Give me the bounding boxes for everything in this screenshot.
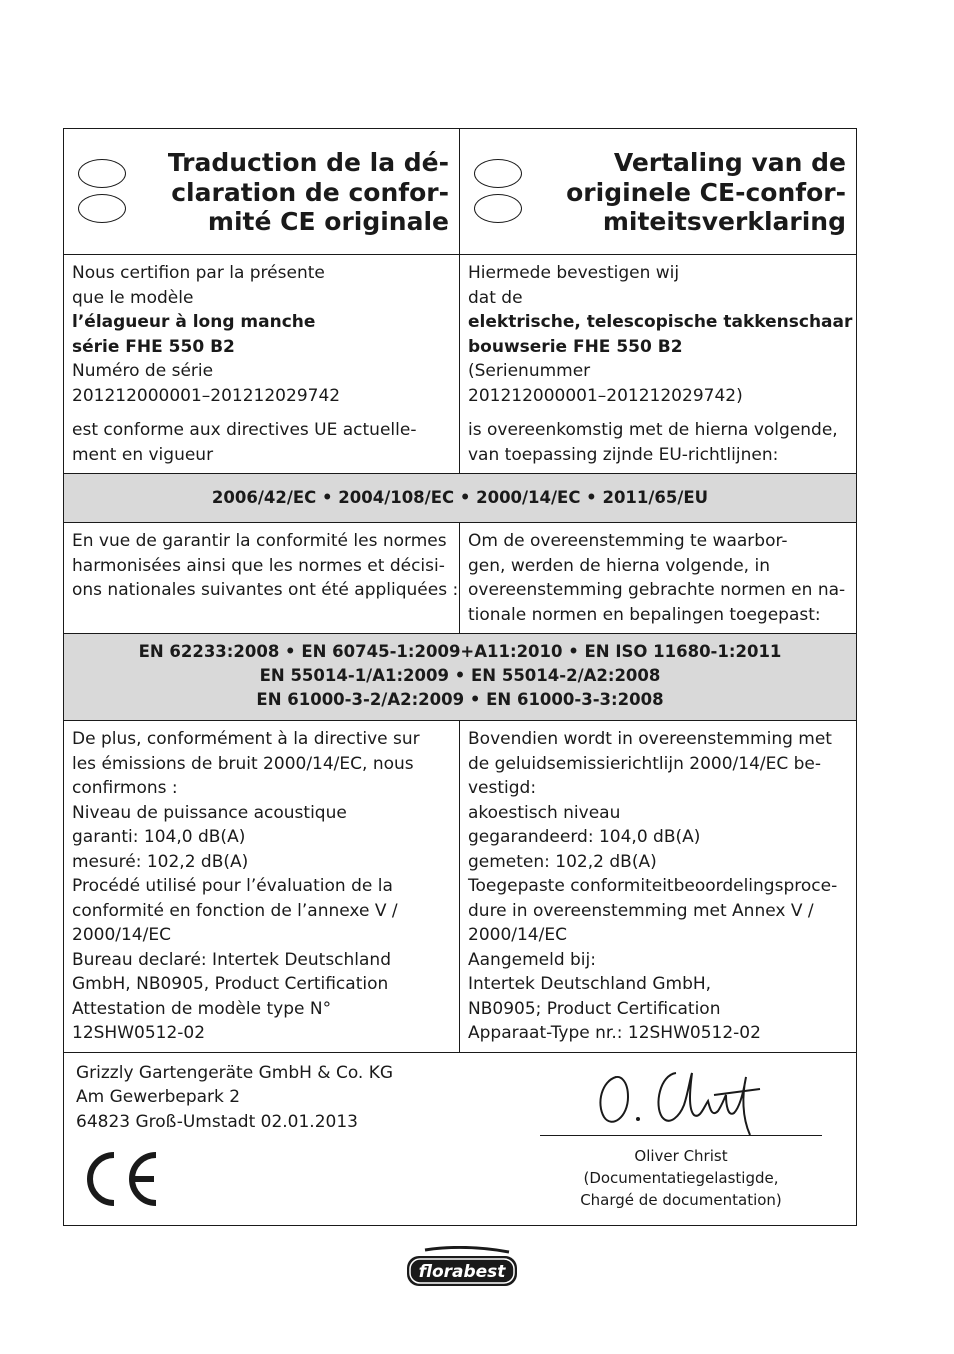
text-line: dure in overeenstemming met Annex V / xyxy=(468,900,814,921)
text-line: les émissions de bruit 2000/14/EC, nous xyxy=(72,753,414,774)
footer-row xyxy=(64,1053,856,1225)
standards-line: EN 62233:2008 • EN 60745-1:2009+A11:2010 • EN ISO 11680-1:2011 xyxy=(138,642,782,661)
signer-block xyxy=(540,1145,822,1211)
declaration-document xyxy=(63,128,857,1226)
standards-row xyxy=(64,634,856,721)
title-fr-line: mité CE originale xyxy=(207,207,449,236)
text-line: que le modèle xyxy=(72,287,194,308)
standards-list xyxy=(64,634,856,720)
signature-image xyxy=(584,1059,764,1143)
signer-name: Oliver Christ xyxy=(634,1146,728,1165)
text-line: Hiermede bevestigen wij xyxy=(468,263,680,283)
text-line: gen, werden de hierna volgende, in xyxy=(468,555,770,576)
text-line: tionale normen en bepalingen toegepast: xyxy=(468,604,821,625)
text-line: est conforme aux directives UE actuelle- xyxy=(72,420,417,440)
text-line: de geluidsemissierichtlijn 2000/14/EC be- xyxy=(468,753,822,774)
signer-role: Chargé de documentation) xyxy=(580,1190,782,1209)
serial-range: 201212000001–201212029742 xyxy=(72,385,341,406)
product-name: l’élagueur à long manche xyxy=(72,312,316,332)
text-line: is overeenkomstig met de hierna volgende, xyxy=(468,420,838,440)
text-line: 2000/14/EC xyxy=(468,925,567,945)
directives-row xyxy=(64,474,856,523)
header-row xyxy=(64,129,856,255)
text-line: Bovendien wordt in overeenstemming met xyxy=(468,729,832,749)
text-line: ment en vigueur xyxy=(72,444,214,465)
signature-line xyxy=(540,1135,822,1136)
text-line: ons nationales suivantes ont été appliquées : xyxy=(72,580,459,600)
norms-nl xyxy=(460,523,856,633)
text-line: Intertek Deutschland GmbH, xyxy=(468,974,712,994)
text-line: 2000/14/EC xyxy=(72,925,171,945)
flag-outline-icon xyxy=(474,159,522,229)
text-line: GmbH, NB0905, Product Certification xyxy=(72,974,389,994)
text-line: Om de overeenstemming te waarbor- xyxy=(468,531,788,551)
text-line: dat de xyxy=(468,287,523,308)
title-nl-line: Vertaling van de xyxy=(613,148,846,177)
address-line: 64823 Groß-Umstadt 02.01.2013 xyxy=(76,1111,358,1132)
florabest-logo xyxy=(405,1246,519,1292)
signer-role: (Documentatiegelastigde, xyxy=(583,1168,779,1187)
text-line: Procédé utilisé pour l’évaluation de la xyxy=(72,876,393,896)
product-series: série FHE 550 B2 xyxy=(72,336,235,357)
title-fr-line: claration de confor- xyxy=(171,177,449,207)
standards-line: EN 55014-1/A1:2009 • EN 55014-2/A2:2008 xyxy=(259,666,661,685)
text-line: NB0905; Product Certification xyxy=(468,998,721,1019)
text-line: Apparaat-Type nr.: 12SHW0512-02 xyxy=(468,1023,761,1043)
header-nl xyxy=(460,129,856,254)
company-address xyxy=(76,1061,393,1135)
text-line: De plus, conformément à la directive sur xyxy=(72,729,420,749)
text-line: mesuré: 102,2 dB(A) xyxy=(72,851,249,872)
text-line: akoestisch niveau xyxy=(468,802,621,823)
text-line: Attestation de modèle type N° xyxy=(72,998,332,1019)
header-fr xyxy=(64,129,460,254)
title-fr xyxy=(168,148,449,237)
address-line: Grizzly Gartengeräte GmbH & Co. KG xyxy=(76,1062,394,1083)
text-line: Numéro de série xyxy=(72,361,214,381)
norms-fr xyxy=(64,523,460,633)
text-line: vestigd: xyxy=(468,778,537,798)
text-line: gemeten: 102,2 dB(A) xyxy=(468,851,657,872)
text-line: conformité en fonction de l’annexe V / xyxy=(72,900,398,921)
text-line: 12SHW0512-02 xyxy=(72,1023,206,1043)
directives-list: 2006/42/EC • 2004/108/EC • 2000/14/EC • 2011/65/EU xyxy=(64,474,856,522)
text-line: Nous certifion par la présente xyxy=(72,263,325,283)
title-nl-line: originele CE-confor- xyxy=(566,177,846,207)
product-name: elektrische, telescopische takkenschaar xyxy=(468,312,853,332)
certification-nl xyxy=(460,255,856,473)
certification-row xyxy=(64,255,856,474)
address-line: Am Gewerbepark 2 xyxy=(76,1087,241,1107)
ce-mark-icon xyxy=(78,1149,162,1213)
text-line: (Serienummer xyxy=(468,361,591,381)
serial-range: 201212000001–201212029742) xyxy=(468,385,743,406)
title-fr-line: Traduction de la dé- xyxy=(167,148,449,177)
text-line: van toepassing zijnde EU-richtlijnen: xyxy=(468,444,779,465)
text-line: Bureau declaré: Intertek Deutschland xyxy=(72,949,391,970)
text-line: En vue de garantir la conformité les normes xyxy=(72,531,447,551)
noise-nl xyxy=(460,721,856,1052)
norms-row xyxy=(64,523,856,634)
noise-fr xyxy=(64,721,460,1052)
text-line: confirmons : xyxy=(72,778,178,798)
text-line: Niveau de puissance acoustique xyxy=(72,802,347,823)
text-line: Aangemeld bij: xyxy=(468,949,596,970)
title-nl-line: miteitsverklaring xyxy=(602,207,846,236)
text-line: harmonisées ainsi que les normes et décisi- xyxy=(72,555,445,576)
text-line: overeenstemming gebrachte normen en na- xyxy=(468,580,846,600)
title-nl xyxy=(566,148,846,237)
brand-logo-text: florabest xyxy=(418,1262,506,1282)
standards-line: EN 61000-3-2/A2:2009 • EN 61000-3-3:2008 xyxy=(256,690,664,709)
certification-fr xyxy=(64,255,460,473)
product-series: bouwserie FHE 550 B2 xyxy=(468,336,683,357)
text-line: gegarandeerd: 104,0 dB(A) xyxy=(468,827,701,847)
noise-row xyxy=(64,721,856,1053)
text-line: Toegepaste conformiteitbeoordelingsproce- xyxy=(468,876,838,896)
flag-outline-icon xyxy=(78,159,126,229)
text-line: garanti: 104,0 dB(A) xyxy=(72,827,246,847)
